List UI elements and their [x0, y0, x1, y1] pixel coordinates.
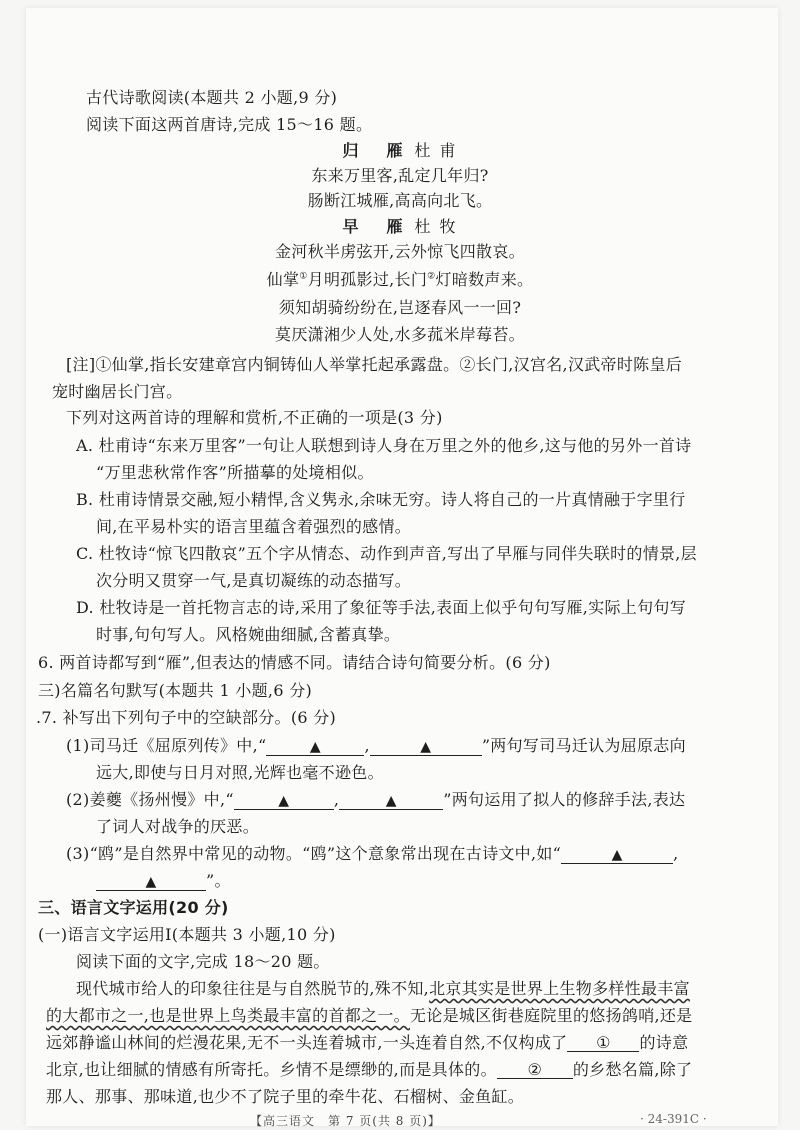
q16-stem: 6. 两首诗都写到“雁”,但表达的情感不同。请结合诗句简要分析。(6 分): [38, 653, 551, 672]
q17-part-3-comma: ,: [673, 844, 679, 863]
passage-text: 远郊静谧山林间的烂漫花果,无不一头连着城市,一头连着自然,不仅构成了: [46, 1033, 568, 1052]
poem2-line-4: 莫厌潇湘少人处,水多菰米岸莓苔。: [275, 325, 525, 344]
blank-marker-icon: ▲: [309, 739, 321, 755]
answer-blank[interactable]: [370, 738, 482, 756]
q17-part-3-end: ”。: [206, 871, 231, 890]
poem1-author: 杜 甫: [414, 141, 458, 160]
poem1-line-2: 肠断江城雁,高高向北飞。: [307, 191, 493, 210]
passage-line-1: [76, 979, 690, 999]
q15-option-d-line-2: 时事,句句写人。风格婉曲细腻,含蓄真挚。: [96, 625, 401, 644]
passage-text: 北京,也让细腻的情感有所寄托。乡情不是缥缈的,而是具体的。: [46, 1060, 497, 1079]
poem1-heading: [0, 141, 800, 161]
blank-marker-icon: ▲: [278, 793, 290, 809]
poem2-line-1: 金河秋半虏弦开,云外惊飞四散哀。: [275, 242, 525, 261]
passage-line-4: [46, 1060, 692, 1080]
answer-blank[interactable]: [234, 792, 334, 810]
wavy-underlined-text: 的大都市之一,也是世界上鸟类最丰富的首都之一。: [46, 1006, 410, 1025]
q17-stem: .7. 补写出下列句子中的空缺部分。(6 分): [36, 708, 337, 727]
poem2-heading: [0, 217, 800, 237]
blank-marker-icon: ▲: [385, 793, 397, 809]
passage-text: 的乡愁名篇,除了: [572, 1060, 693, 1079]
passage-line-5: 那人、那事、那味道,也少不了院子里的牵牛花、石榴树、金鱼缸。: [46, 1087, 525, 1106]
q17-part-1-text: ”两句写司马迁认为屈原志向: [481, 736, 686, 755]
section-header-poetry: 古代诗歌阅读(本题共 2 小题,9 分): [86, 88, 338, 107]
footnote-marker-2: ②: [427, 271, 436, 282]
passage-text: 现代城市给人的印象往往是与自然脱节的,殊不知,: [76, 979, 430, 998]
q17-part-3-line-2: [96, 871, 231, 891]
passage-line-2: [46, 1006, 693, 1026]
q15-option-a-line-2: “万里悲秋常作客”所描摹的处境相似。: [96, 463, 374, 482]
poem2-line-2-part: 仙掌: [266, 270, 300, 289]
q17-part-1: [66, 736, 686, 756]
wavy-underlined-text: 北京其实是世界上生物多样性最丰富: [429, 979, 690, 998]
blank-marker-icon: ▲: [145, 874, 157, 890]
poem2-line-3: 须知胡骑纷纷在,岂逐春风一一回?: [278, 298, 522, 317]
poem-note-line-1: [注]①仙掌,指长安建章宫内铜铸仙人举掌托起承露盘。②长门,汉宫名,汉武帝时陈皇后: [66, 355, 683, 374]
q17-part-3: [66, 844, 679, 864]
poem2-line-2: [0, 270, 800, 290]
q17-part-1-line-2: 远大,即使与日月对照,光辉也毫不逊色。: [96, 763, 384, 782]
passage-line-3: [46, 1033, 688, 1053]
q15-option-d-line-1: D. 杜牧诗是一首托物言志的诗,采用了象征等手法,表面上似乎句句写雁,实际上句句写: [76, 598, 686, 617]
q17-part-1-text: (1)司马迁《屈原列传》中,“: [66, 736, 267, 755]
q17-part-2-text: ”两句运用了拟人的修辞手法,表达: [443, 790, 686, 809]
q15-option-c-line-2: 次分明又贯穿一气,是真切凝练的动态描写。: [96, 571, 412, 590]
poem2-title: 早 雁: [342, 217, 409, 236]
q17-part-2-line-2: 了词人对战争的厌恶。: [96, 817, 260, 836]
q15-option-b-line-2: 间,在平易朴实的语言里蕴含着强烈的感情。: [96, 517, 412, 536]
poem2-author: 杜 牧: [414, 217, 458, 236]
q17-part-2-comma: ,: [333, 790, 340, 809]
q15-stem: 下列对这两首诗的理解和赏析,不正确的一项是(3 分): [66, 408, 443, 427]
language-subsection-header: (一)语言文字运用Ⅰ(本题共 3 小题,10 分): [38, 925, 336, 944]
q15-option-c-line-1: C. 杜牧诗“惊飞四散哀”五个字从情态、动作到声音,写出了早雁与同伴失联时的情景,层: [76, 544, 697, 563]
poem1-title: 归 雁: [342, 141, 409, 160]
poem2-line-2-part: 灯暗数声来。: [435, 270, 534, 289]
answer-blank[interactable]: [96, 873, 206, 891]
passage-text: 的诗意: [639, 1033, 689, 1052]
q15-option-b-line-1: B. 杜甫诗情景交融,短小精悍,含义隽永,余味无穷。诗人将自己的一片真情融于字里行: [76, 490, 686, 509]
poem-note-line-2: 宠时幽居长门宫。: [52, 382, 183, 401]
answer-blank-2[interactable]: ②: [497, 1062, 573, 1079]
q17-part-2: [66, 790, 685, 810]
passage-text: 无论是城区街巷庭院里的悠扬鸽哨,还是: [410, 1006, 693, 1025]
poem1-line-1: 东来万里客,乱定几年归?: [311, 166, 489, 185]
answer-blank[interactable]: [561, 846, 673, 864]
q17-part-1-comma: ,: [364, 736, 370, 755]
q15-option-a-line-1: A. 杜甫诗“东来万里客”一句让人联想到诗人身在万里之外的他乡,这与他的另外一首诗: [76, 436, 692, 455]
poem2-line-2-part: 月明孤影过,长门: [307, 270, 428, 289]
footnote-marker-1: ①: [299, 271, 308, 282]
answer-blank[interactable]: [266, 738, 364, 756]
blank-marker-icon: ▲: [420, 739, 432, 755]
section-header-recitation: 三)名篇名句默写(本题共 1 小题,6 分): [38, 681, 313, 700]
q17-part-2-text: (2)姜夔《扬州慢》中,“: [66, 790, 234, 809]
answer-blank-1[interactable]: ①: [567, 1035, 639, 1052]
page-footer: 【高三语文 第 7 页(共 8 页)】: [250, 1114, 441, 1128]
poetry-instruction: 阅读下面这两首唐诗,完成 15～16 题。: [86, 115, 373, 134]
q17-part-3-text: (3)“鸥”是自然界中常见的动物。“鸥”这个意象常出现在古诗文中,如“: [66, 844, 562, 863]
language-instruction: 阅读下面的文字,完成 18～20 题。: [76, 952, 330, 971]
section-header-language: 三、语言文字运用(20 分): [38, 898, 229, 917]
answer-blank[interactable]: [339, 792, 443, 810]
blank-marker-icon: ▲: [611, 847, 623, 863]
exam-code: · 24-391C ·: [640, 1112, 707, 1126]
